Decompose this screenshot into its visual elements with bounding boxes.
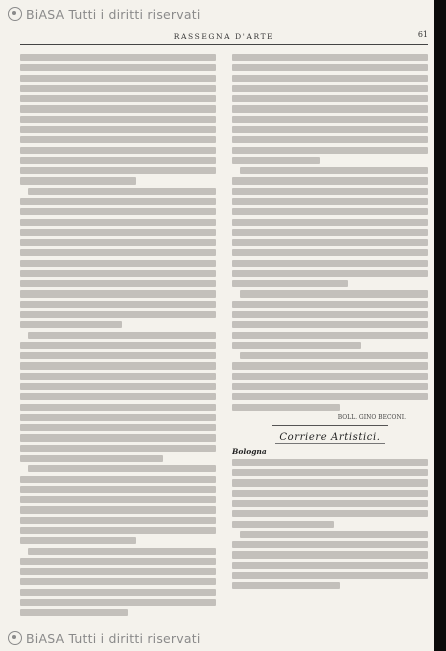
text-line: [232, 562, 428, 569]
text-line: [20, 486, 216, 493]
watermark-top-text: BiASA Tutti i diritti riservati: [26, 7, 201, 22]
text-line: [20, 404, 216, 411]
text-line: [20, 455, 163, 462]
right-body-text-bottom: [232, 459, 428, 590]
text-line: [20, 362, 216, 369]
text-line: [232, 383, 428, 390]
text-line: [20, 527, 216, 534]
text-line: [232, 229, 428, 236]
text-line: [232, 500, 428, 507]
text-line: [240, 531, 428, 538]
text-line: [20, 476, 216, 483]
text-line: [20, 383, 216, 390]
left-body-text: [20, 54, 216, 616]
text-line: [20, 311, 216, 318]
text-line: [20, 208, 216, 215]
text-line: [232, 116, 428, 123]
text-line: [232, 541, 428, 548]
page-number: 61: [417, 30, 428, 39]
text-line: [232, 75, 428, 82]
left-text-column: [20, 54, 216, 619]
text-line: [232, 510, 428, 517]
text-line: [20, 599, 216, 606]
text-line: [20, 342, 216, 349]
watermark-bottom-text: BiASA Tutti i diritti riservati: [26, 631, 201, 646]
text-line: [20, 589, 216, 596]
running-header: [20, 26, 428, 45]
text-line: [232, 521, 334, 528]
text-line: [232, 136, 428, 143]
text-line: [20, 506, 216, 513]
text-line: [240, 352, 428, 359]
text-line: [232, 332, 428, 339]
text-line: [20, 352, 216, 359]
text-line: [232, 301, 428, 308]
text-line: [20, 537, 136, 544]
text-line: [240, 167, 428, 174]
text-line: [20, 414, 216, 421]
text-line: [232, 198, 428, 205]
section-title-text: Corriere Artistici.: [275, 432, 384, 444]
right-text-column: [232, 54, 428, 619]
watermark-bottom: [8, 631, 201, 646]
text-line: [28, 332, 216, 339]
text-line: [232, 157, 320, 164]
text-line: [232, 321, 428, 328]
text-line: [232, 126, 428, 133]
text-line: [28, 465, 216, 472]
right-body-text-top: [232, 54, 428, 411]
text-line: [232, 219, 428, 226]
text-line: [20, 496, 216, 503]
text-line: [20, 54, 216, 61]
text-line: [232, 95, 428, 102]
text-line: [20, 167, 216, 174]
text-line: [232, 373, 428, 380]
text-line: [20, 393, 216, 400]
text-line: [232, 342, 361, 349]
text-line: [20, 578, 216, 585]
text-line: [20, 373, 216, 380]
text-line: [20, 229, 216, 236]
text-line: [20, 290, 216, 297]
text-line: [20, 301, 216, 308]
scan-border: [434, 0, 446, 651]
text-line: [28, 548, 216, 555]
text-line: [28, 188, 216, 195]
text-line: [20, 157, 216, 164]
text-line: [232, 64, 428, 71]
text-line: [20, 136, 216, 143]
section-divider: [272, 425, 388, 426]
text-line: [232, 249, 428, 256]
biasa-logo-icon: [8, 631, 22, 645]
text-line: [232, 490, 428, 497]
text-line: [20, 177, 136, 184]
article-signature: BOLL. GINO BECONI.: [337, 413, 406, 421]
journal-title: RASSEGNA D'ARTE: [173, 32, 275, 41]
text-line: [20, 270, 216, 277]
text-line: [20, 517, 216, 524]
text-line: [232, 270, 428, 277]
text-line: [232, 311, 428, 318]
text-line: [232, 260, 428, 267]
text-line: [232, 188, 428, 195]
text-line: [20, 126, 216, 133]
text-line: [232, 54, 428, 61]
text-line: [20, 558, 216, 565]
text-line: [240, 290, 428, 297]
text-line: [232, 572, 428, 579]
city-subheading: Bologna: [232, 446, 267, 456]
text-line: [20, 85, 216, 92]
text-line: [232, 208, 428, 215]
text-line: [20, 219, 216, 226]
text-line: [20, 239, 216, 246]
section-title: [232, 432, 428, 443]
text-line: [232, 177, 428, 184]
text-line: [232, 551, 428, 558]
text-line: [20, 280, 216, 287]
text-line: [232, 404, 340, 411]
text-line: [20, 198, 216, 205]
text-line: [232, 582, 340, 589]
text-line: [232, 479, 428, 486]
text-line: [20, 116, 216, 123]
text-line: [232, 85, 428, 92]
text-line: [20, 105, 216, 112]
text-line: [20, 568, 216, 575]
text-line: [20, 321, 122, 328]
text-line: [20, 434, 216, 441]
text-line: [232, 239, 428, 246]
text-line: [20, 424, 216, 431]
text-line: [20, 260, 216, 267]
text-line: [20, 95, 216, 102]
text-line: [20, 445, 216, 452]
text-line: [20, 609, 128, 616]
text-line: [20, 64, 216, 71]
text-line: [20, 147, 216, 154]
text-line: [232, 459, 428, 466]
text-line: [20, 75, 216, 82]
text-line: [232, 147, 428, 154]
text-line: [232, 362, 428, 369]
text-line: [232, 469, 428, 476]
watermark-top: [8, 7, 201, 22]
text-line: [20, 249, 216, 256]
text-line: [232, 280, 348, 287]
text-line: [232, 105, 428, 112]
text-line: [232, 393, 428, 400]
biasa-logo-icon: [8, 7, 22, 21]
